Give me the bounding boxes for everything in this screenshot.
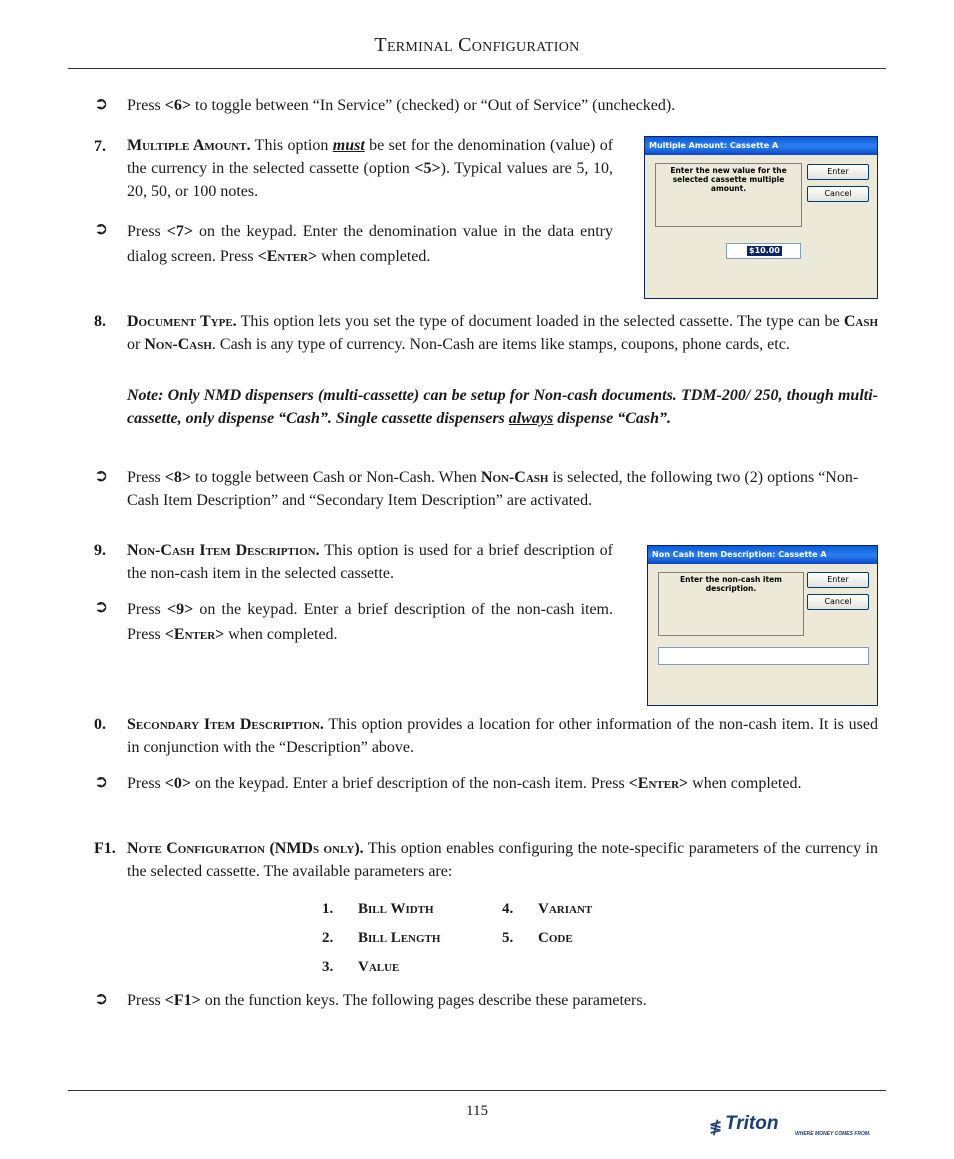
- page-number: 115: [466, 1103, 488, 1119]
- dialog-title-bar: Non Cash Item Description: Cassette A: [648, 546, 877, 564]
- dialog-title-bar: Multiple Amount: Cassette A: [645, 137, 877, 155]
- arrow-bullet-icon: ➲: [94, 219, 109, 239]
- item-9-bullet-text: Press <9> on the keypad. Enter a brief description of the non-cash item. Press <Enter> when completed.: [127, 601, 614, 643]
- dialog-prompt: Enter the non-cash item description.: [658, 572, 804, 636]
- item-8-description: Document Type. This option lets you set the type of document loaded in the selected cassette. The type can be Cash or Non-Cash. Cash is any type of currency. Non-Cash are items like stamps, coupons, phone cards, etc.: [127, 313, 879, 353]
- item-7-bullet-text: Press <7> on the keypad. Enter the denomination value in the data entry dialog screen. Press <Enter> when completed.: [127, 223, 614, 265]
- non-cash-description-dialog: [647, 545, 878, 706]
- arrow-bullet-icon: ➲: [94, 989, 109, 1009]
- triton-mark-icon: ≸: [709, 1117, 723, 1136]
- arrow-bullet-icon: ➲: [94, 772, 109, 792]
- intro-bullet-text: Press <6> to toggle between “In Service” (checked) or “Out of Service” (unchecked).: [127, 97, 676, 114]
- item-8-number: 8.: [94, 313, 106, 330]
- item-8-note: Note: Only NMD dispensers (multi-cassette) can be setup for Non-cash documents. TDM-200/ 250, though multi-cassette, only dispense “Cash”. Single cassette dispensers always dispense “Cash”.: [127, 387, 878, 427]
- item-0-description: Secondary Item Description. This option provides a location for other information of the non-cash item. It is used in conjunction with the “Description” above.: [127, 716, 878, 756]
- arrow-bullet-icon: ➲: [94, 597, 109, 617]
- header-rule: [68, 68, 886, 69]
- item-0-bullet-text: Press <0> on the keypad. Enter a brief description of the non-cash item. Press <Enter> when completed.: [127, 775, 802, 792]
- arrow-bullet-icon: ➲: [94, 466, 109, 486]
- item-0-number: 0.: [94, 716, 106, 733]
- item-8-bullet-text: Press <8> to toggle between Cash or Non-Cash. When Non-Cash is selected, the following two (2) options “Non-Cash Item Description” and “Secondary Item Description” are activated.: [127, 469, 859, 509]
- enter-button[interactable]: Enter: [807, 164, 869, 180]
- description-input[interactable]: [658, 647, 869, 665]
- logo-wordmark: Triton: [725, 1113, 779, 1134]
- enter-button[interactable]: Enter: [807, 572, 869, 588]
- multiple-amount-dialog: [644, 136, 878, 299]
- amount-input[interactable]: [726, 243, 801, 259]
- list-item: 3. Value: [322, 959, 400, 975]
- item-f1-description: Note Configuration (NMDs only). This option enables configuring the note-specific parameters of the currency in the selected cassette. The available parameters are:: [127, 840, 878, 880]
- amount-value: $10.00: [749, 246, 780, 255]
- cancel-button[interactable]: Cancel: [807, 186, 869, 202]
- parameters-list: [322, 895, 622, 982]
- item-9-number: 9.: [94, 542, 106, 559]
- arrow-bullet-icon: ➲: [94, 94, 109, 114]
- item-f1-bullet-text: Press <F1> on the function keys. The following pages describe these parameters.: [127, 992, 647, 1009]
- triton-logo: [709, 1112, 879, 1136]
- item-9-description: Non-Cash Item Description. This option is used for a brief description of the non-cash item in the selected cassette.: [127, 542, 613, 582]
- footer-rule: [68, 1090, 886, 1091]
- cancel-button[interactable]: Cancel: [807, 594, 869, 610]
- dialog-prompt: Enter the new value for the selected cassette multiple amount.: [655, 163, 802, 227]
- item-7-description: Multiple Amount. This option must be set for the denomination (value) of the currency in the selected cassette (option <5>). Typical values are 5, 10, 20, 50, or 100 notes.: [127, 137, 614, 200]
- list-item: 1. Bill Width 4. Variant: [322, 901, 593, 917]
- page-header-title: Terminal Configuration: [374, 34, 580, 56]
- logo-tagline: WHERE MONEY COMES FROM.: [795, 1131, 871, 1137]
- list-item: 2. Bill Length 5. Code: [322, 930, 573, 946]
- item-7-number: 7.: [94, 138, 106, 155]
- item-f1-number: F1.: [94, 840, 116, 857]
